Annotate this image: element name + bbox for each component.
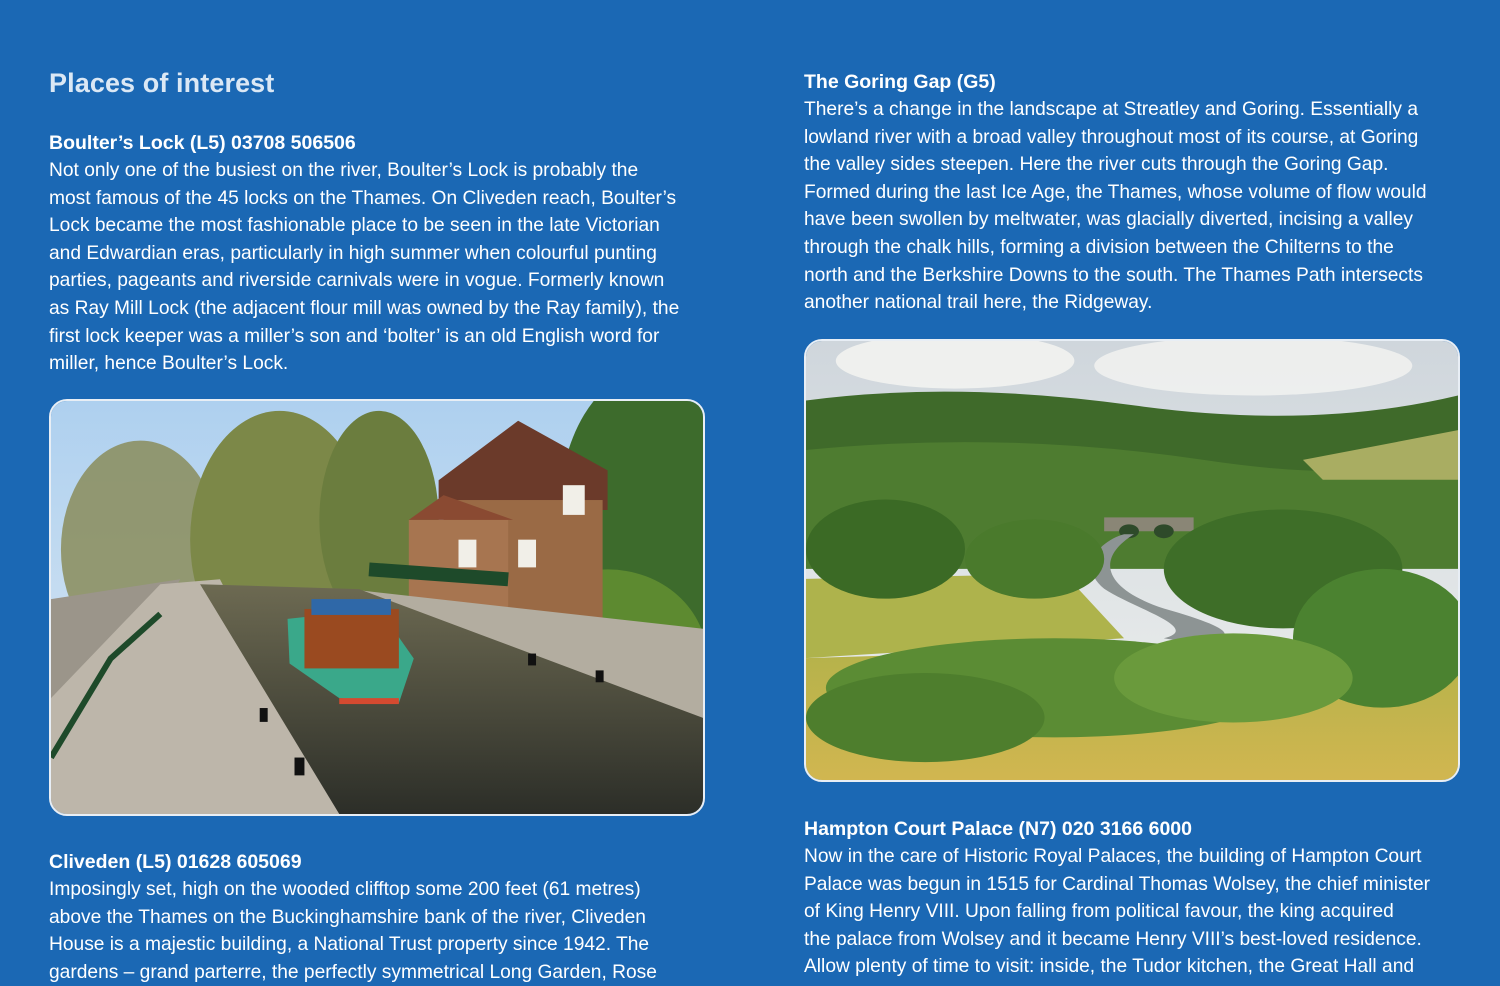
entry-line: most famous of the 45 locks on the Thames. On Cliveden reach, Boulter’s bbox=[49, 187, 677, 209]
entry-line: House is a majestic building, a National Trust property since 1942. The bbox=[49, 934, 650, 956]
entry-line: parties, pageants and riverside carnivals were in vogue. Formerly known bbox=[49, 270, 665, 292]
entry-heading: Cliveden (L5) 01628 605069 bbox=[49, 851, 302, 873]
entry-line: gardens – grand parterre, the perfectly symmetrical Long Garden, Rose bbox=[49, 961, 657, 983]
entry-line: Lock became the most fashionable place to be seen in the late Victorian bbox=[49, 215, 660, 237]
entry-line: miller, hence Boulter’s Lock. bbox=[49, 353, 289, 375]
entry-heading: Boulter’s Lock (L5) 03708 506506 bbox=[49, 132, 356, 154]
entry-line: of King Henry VIII. Upon falling from political favour, the king acquired bbox=[804, 901, 1394, 923]
entry-heading: Hampton Court Palace (N7) 020 3166 6000 bbox=[804, 818, 1193, 840]
entry-line: and Edwardian eras, particularly in high summer when colourful punting bbox=[49, 242, 657, 264]
entry-line: Palace was begun in 1515 for Cardinal Thomas Wolsey, the chief minister bbox=[804, 873, 1431, 895]
entry-line: another national trail here, the Ridgeway. bbox=[804, 292, 1153, 314]
entry-line: the palace from Wolsey and it became Henry VIII’s best-loved residence. bbox=[804, 928, 1422, 950]
entry-line: There’s a change in the landscape at Streatley and Goring. Essentially a bbox=[804, 99, 1419, 120]
entry-line: first lock keeper was a miller’s son and ‘bolter’ is an old English word for bbox=[49, 325, 660, 347]
entry-line: above the Thames on the Buckinghamshire bank of the river, Cliveden bbox=[49, 906, 646, 928]
goring-gap-photo bbox=[804, 339, 1460, 782]
entry-line: through the chalk hills, forming a division between the Chilterns to the bbox=[804, 236, 1394, 258]
entry-line: the valley sides steepen. Here the river cuts through the Goring Gap. bbox=[804, 154, 1389, 176]
entry-line: lowland river with a broad valley throughout most of its course, at Goring bbox=[804, 126, 1419, 148]
entry-line: Now in the care of Historic Royal Palaces, the building of Hampton Court bbox=[804, 846, 1422, 867]
boulters-lock-photo bbox=[49, 399, 705, 816]
entry-line: north and the Berkshire Downs to the south. The Thames Path intersects bbox=[804, 264, 1423, 286]
section-title: Places of interest bbox=[49, 68, 275, 98]
entry-hampton-court-palace bbox=[804, 815, 1484, 981]
entry-cliveden bbox=[49, 848, 729, 986]
entry-goring-gap bbox=[804, 68, 1484, 317]
entry-line: Not only one of the busiest on the river, Boulter’s Lock is probably the bbox=[49, 160, 639, 181]
entry-boulters-lock bbox=[49, 129, 729, 378]
entry-line: have been swollen by meltwater, was glacially diverted, incising a valley bbox=[804, 209, 1413, 231]
entry-line: Formed during the last Ice Age, the Thames, whose volume of flow would bbox=[804, 181, 1427, 203]
entry-line: Imposingly set, high on the wooded clifftop some 200 feet (61 metres) bbox=[49, 879, 641, 900]
entry-line: as Ray Mill Lock (the adjacent flour mill was owned by the Ray family), the bbox=[49, 297, 680, 319]
entry-line: Allow plenty of time to visit: inside, the Tudor kitchen, the Great Hall and bbox=[804, 956, 1415, 978]
entry-heading: The Goring Gap (G5) bbox=[804, 71, 996, 93]
